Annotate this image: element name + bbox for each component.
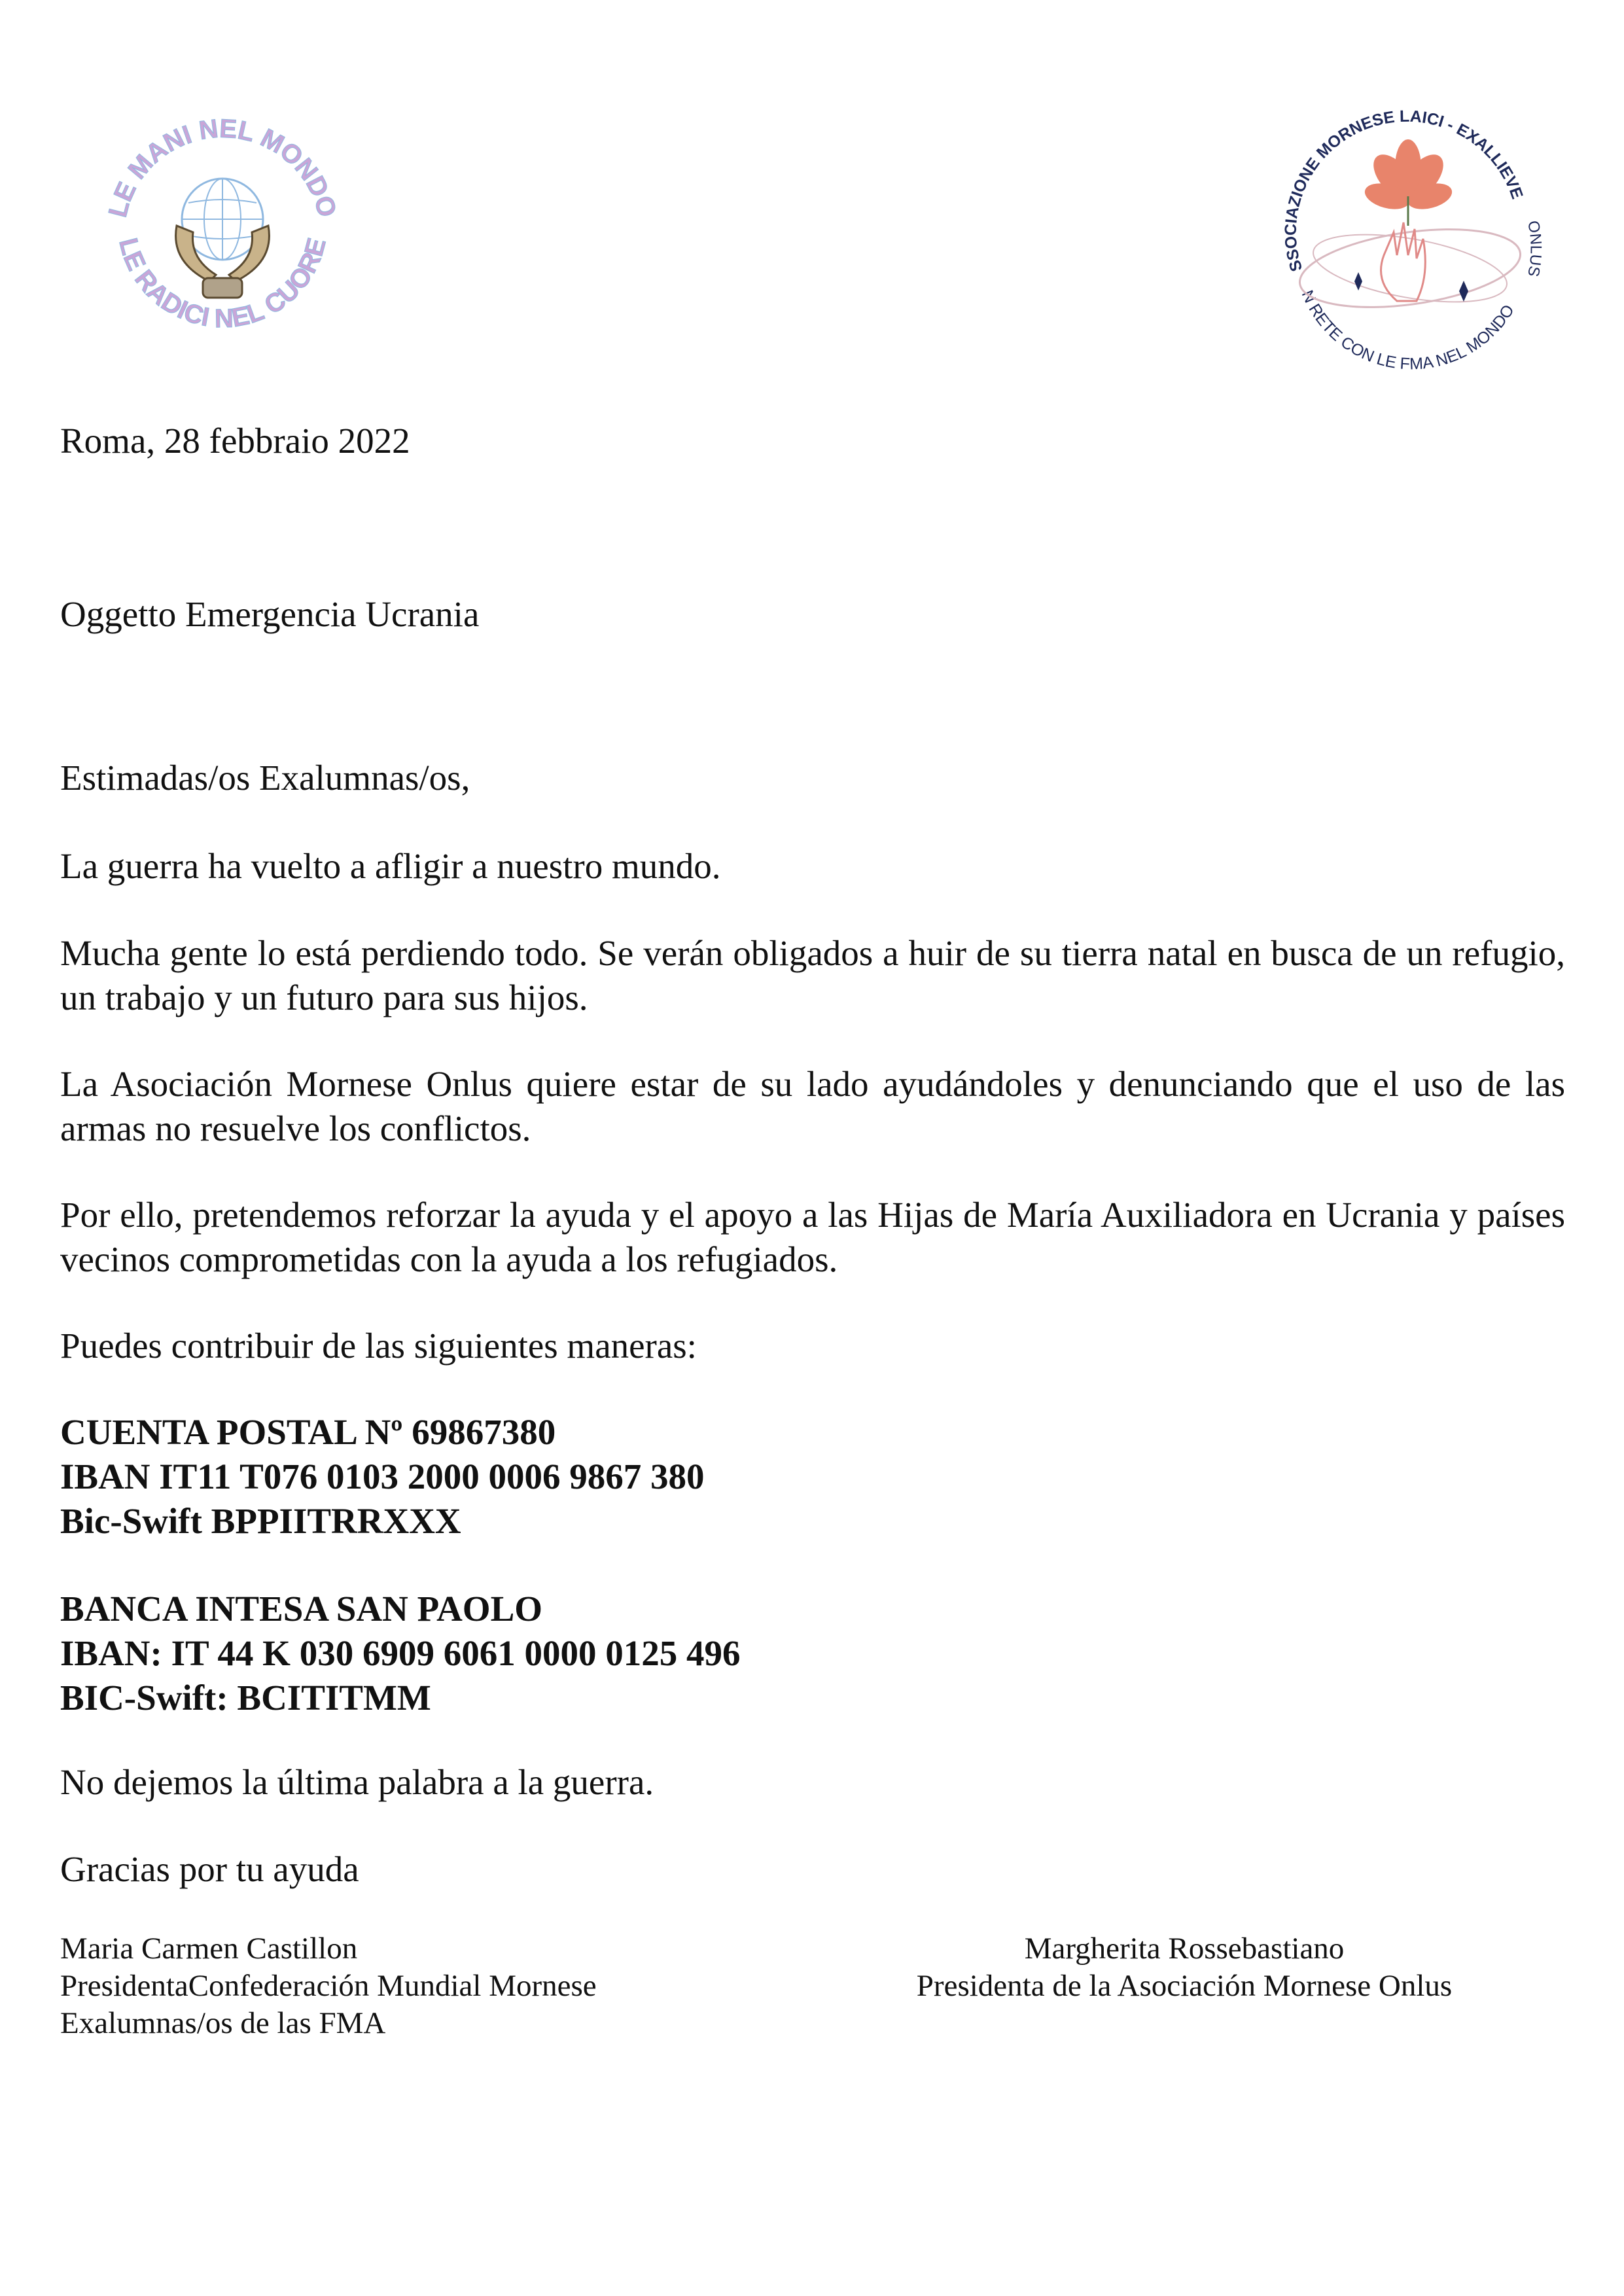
postal-bic-swift: Bic-Swift BPPIITRRXXX [60, 1501, 461, 1541]
paragraph-2: Mucha gente lo está perdiendo todo. Se verán obligados a huir de su tierra natal en busca de un refugio, un trabajo y un futuro para sus hijos. [60, 933, 1565, 1017]
signature-left [60, 1930, 597, 2042]
bank-iban: IBAN: IT 44 K 030 6909 6061 0000 0125 496 [60, 1633, 741, 1673]
closing-line: No dejemos la última palabra a la guerra. [60, 1762, 654, 1802]
bank-name: BANCA INTESA SAN PAOLO [60, 1589, 543, 1629]
postal-iban: IBAN IT11 T076 0103 2000 0006 9867 380 [60, 1457, 705, 1496]
bank-bic-swift: BIC-Swift: BCITITMM [60, 1678, 431, 1718]
postal-account-block [60, 1410, 705, 1544]
place-date: Roma, 28 febbraio 2022 [60, 421, 410, 461]
bank-account-block [60, 1587, 740, 1720]
svg-text:LE RADICI NEL CUORE: LE RADICI NEL CUORE [113, 235, 332, 334]
paragraph-4: Por ello, pretendemos reforzar la ayuda y el apoyo a las Hijas de María Auxiliadora en Ucrania y países vecinos comprometidas con la ayuda a los refugiados. [60, 1195, 1565, 1279]
paragraph-3: La Asociación Mornese Onlus quiere estar de su lado ayudándoles y denunciando que el uso de las armas no resuelve los conflictos. [60, 1064, 1565, 1148]
signer-name: Maria Carmen Castillon [60, 1932, 358, 1966]
le-mani-nel-mondo-logo-icon [98, 111, 347, 360]
signature-right [890, 1930, 1479, 2005]
signer-name: Margherita Rossebastiano [1024, 1932, 1345, 1966]
associazione-mornese-logo [1263, 105, 1557, 393]
signer-role: Exalumnas/os de las FMA [60, 2006, 386, 2040]
paragraph-5: Puedes contribuir de las siguientes maneras: [60, 1326, 697, 1366]
thanks-line: Gracias por tu ayuda [60, 1849, 359, 1889]
svg-text:ONLUS: ONLUS [1524, 219, 1545, 279]
svg-text:ASSOCIAZIONE MORNESE LAICI - E: SSOCIAZIONE MORNESE LAICI - EXALLIEVE [1281, 107, 1527, 274]
svg-text:LE MANI NEL MONDO: LE MANI NEL MONDO [103, 114, 342, 221]
postal-account-number: CUENTA POSTAL Nº 69867380 [60, 1412, 556, 1452]
associazione-mornese-logo-icon [1263, 105, 1557, 393]
le-mani-nel-mondo-logo [98, 111, 347, 360]
svg-text:IN RETE CON LE FMA NEL MONDO: N RETE CON LE FMA NEL MONDO [1297, 287, 1518, 374]
signer-role: Presidenta de la Asociación Mornese Onlus [916, 1969, 1453, 2003]
paragraph-1: La guerra ha vuelto a afligir a nuestro mundo. [60, 846, 721, 886]
subject-line: Oggetto Emergencia Ucrania [60, 594, 480, 634]
greeting: Estimadas/os Exalumnas/os, [60, 758, 470, 798]
signer-role: PresidentaConfederación Mundial Mornese [60, 1969, 597, 2003]
